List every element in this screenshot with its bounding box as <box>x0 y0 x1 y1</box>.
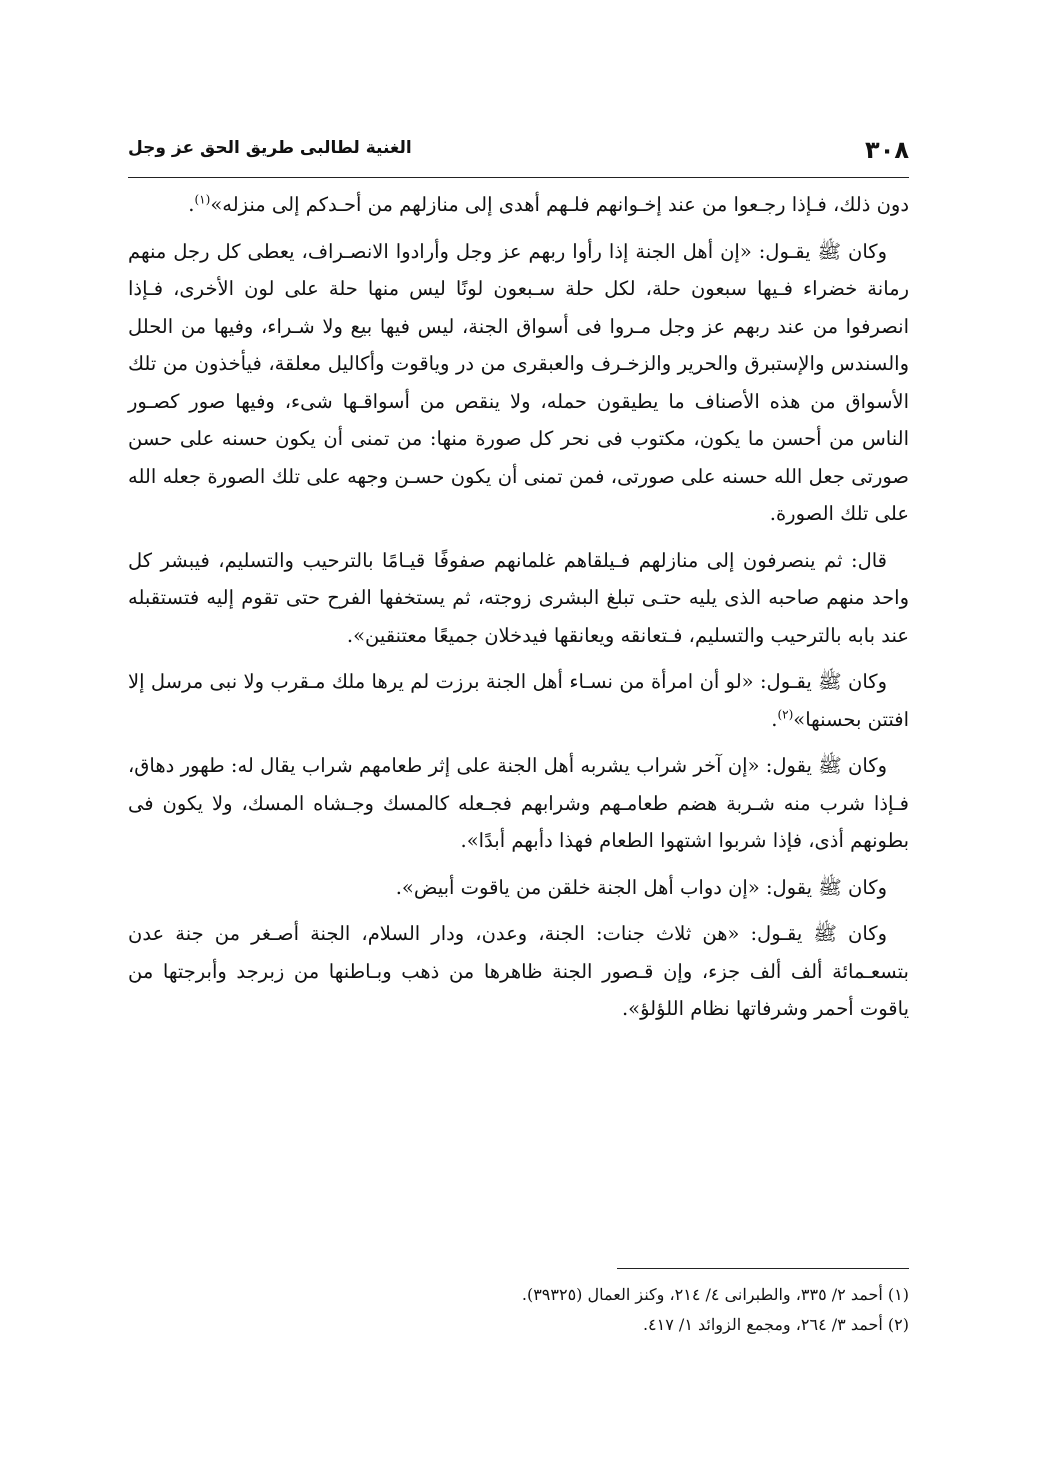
paragraph-2 <box>128 233 909 533</box>
header-rule <box>128 177 909 178</box>
paragraph-text: وكان ﷺ يقـول: «لو أن امرأة من نسـاء أهل الجنة برزت لم يرها ملك مـقرب ولا نبى مرسل إلا افتتن بحسنها» <box>128 670 909 731</box>
running-title: الغنية لطالبى طريق الحق عز وجل <box>128 138 412 158</box>
paragraph-text: وكان ﷺ يقول: «إن دواب أهل الجنة خلقن من ياقوت أبيض». <box>395 875 887 899</box>
main-text <box>128 186 909 1037</box>
paragraph-tail: . <box>188 193 195 216</box>
paragraph-5 <box>128 747 909 860</box>
page-number: ٣٠٨ <box>865 136 909 164</box>
footnote-2: (٢) أحمد ٣/ ٢٦٤، ومجمع الزوائد ١/ ٤١٧. <box>642 1315 909 1334</box>
paragraph-tail: . <box>771 707 778 731</box>
footnote-ref-2: (٢) <box>777 707 794 721</box>
page-header <box>128 136 909 176</box>
paragraph-3 <box>128 542 909 655</box>
paragraph-text: قال: ثم ينصرفون إلى منازلهم فـيلقاهم غلمانهم صفوفًا قيـامًا بالترحيب والتسليم، فيبشر كل واحد منهم صاحبه الذى يليه حتـى تبلغ البشرى زوجته، ثم يستخفها الفرح حتى تقوم إليه فتستقبله عند بابه بالترحيب والتسليم، فـتعانقه ويعانقها فيدخلان جميعًا معتنقين». <box>128 548 909 647</box>
footnote-rule <box>617 1268 909 1269</box>
footnote-ref-1: (١) <box>194 192 211 207</box>
footnote-1: (١) أحمد ٢/ ٣٣٥، والطبرانى ٤/ ٢١٤، وكنز العمال (٣٩٣٢٥). <box>521 1285 909 1304</box>
paragraph-4 <box>128 663 909 738</box>
paragraph-text: وكان ﷺ يقـول: «هن ثلاث جنات: الجنة، وعدن، ودار السلام، الجنة أصـغر من جنة عدن بتسعـمائة ألف ألف جزء، وإن قـصور الجنة ظاهرها من ذهب وبـاطنها من زبرجد وأبرجتها من ياقوت أحمر وشرفاتها نظام اللؤلؤ». <box>128 922 909 1020</box>
paragraph-1 <box>128 186 909 224</box>
paragraph-7 <box>128 915 909 1028</box>
paragraph-6 <box>128 869 909 907</box>
footnotes <box>128 1280 909 1340</box>
paragraph-text: وكان ﷺ يقـول: «إن أهل الجنة إذا رأوا ربهم عز وجل وأرادوا الانصـراف، يعطى كل رجل منهم رمانة خضراء فـيها سبعون حلة، لكل حلة سـبعون لونًا ليس منها حلة على لون الأخرى، فـإذا انصرفوا من عند ربهم عز وجل مـروا فى أسواق الجنة، ليس فيها بيع ولا شـراء، وفيها من الحلل والسندس والإستبرق والحرير والزخـرف والعبقرى من در وياقوت وأكاليل معلقة، فيأخذون من تلك الأسواق من هذه الأصناف ما يطيقون حمله، ولا ينقص من أسواقـها شىء، وفيها صور كصـور الناس من أحسن ما يكون، مكتوب فى نحر كل صورة منها: من تمنى أن يكون حسنه على حسن صورتى جعل الله حسنه على صورتى، فمن تمنى أن يكون حسـن وجهه على تلك الصورة جعله الله على تلك الصورة. <box>128 239 909 525</box>
paragraph-text: وكان ﷺ يقول: «إن آخر شراب يشربه أهل الجنة على إثر طعامهم شراب يقال له: طهور دهاق، فـإذا شرب منه شـربة هضم طعامـهم وشرابهم فجـعله كالمسك وجـشاه المسك، ولا يكون فى بطونهم أذى، فإذا شربوا اشتهوا الطعام فهذا دأبهم أبدًا». <box>128 754 909 852</box>
paragraph-text: دون ذلك، فـإذا رجـعوا من عند إخـوانهم فلـهم أهدى إلى منازلهم من أحـدكم إلى منزله» <box>210 193 909 216</box>
